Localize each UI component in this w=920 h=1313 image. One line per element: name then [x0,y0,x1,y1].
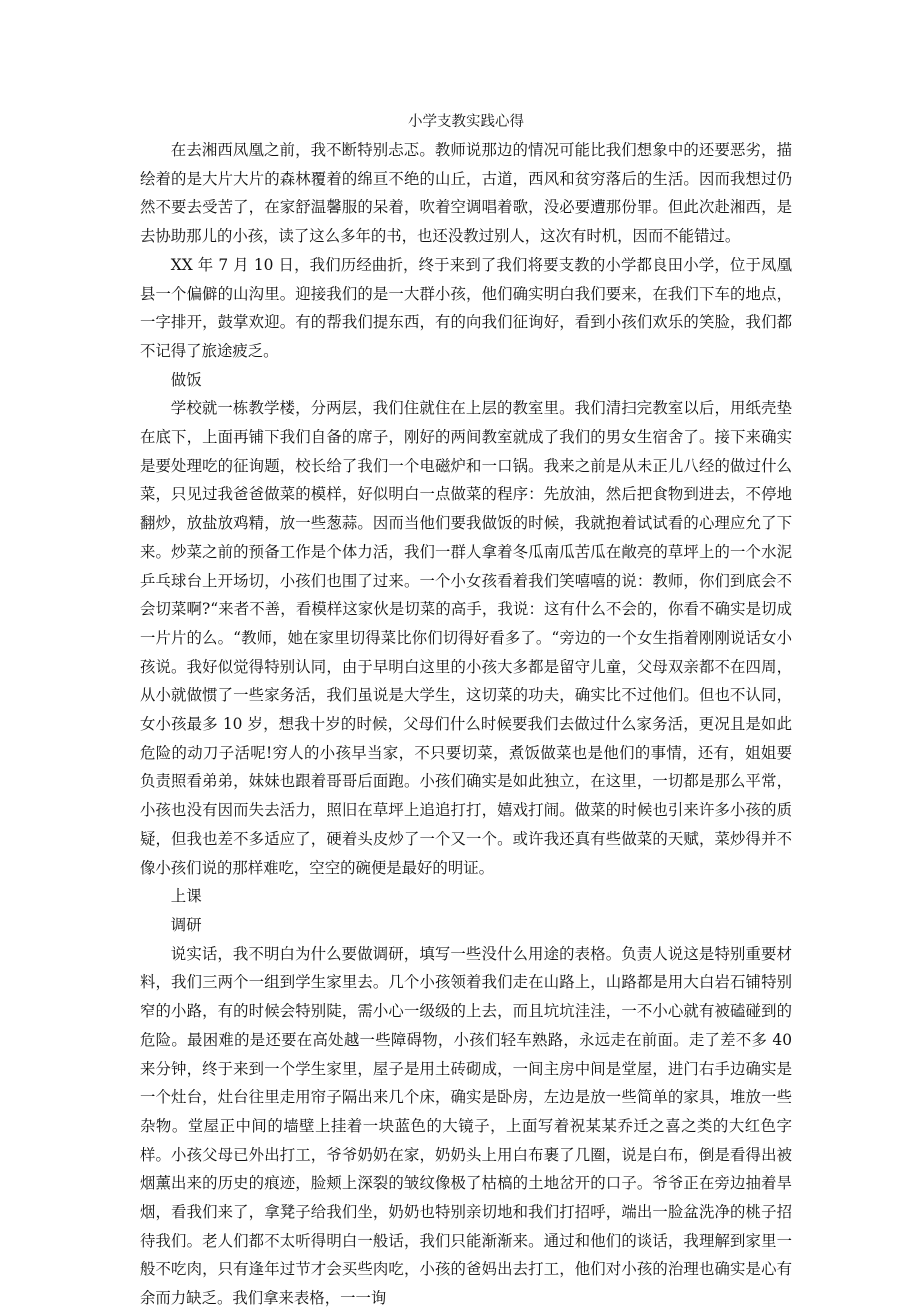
paragraph-arrival: XX 年 7 月 10 日，我们历经曲折，终于来到了我们将要支教的小学都良田小学，位于凤凰县一个偏僻的山沟里。迎接我们的是一大群小孩，他们确实明白我们要来，在我们下车的地点，一字排开，鼓掌欢迎。有的帮我们提东西，有的向我们征询好，看到小孩们欢乐的笑脸，我们都不记得了旅途疲乏。 [140,255,792,360]
document-title: 小学支教实践心得 [408,114,524,130]
paragraph-cooking: 学校就一栋教学楼，分两层，我们住就住在上层的教室里。我们清扫完教室以后，用纸壳垫在底下，上面再铺下我们自备的席子，刚好的两间教室就成了我们的男女生宿舍了。接下来确实是要处理吃的征询题，校长给了我们一个电磁炉和一口锅。我来之前是从未正儿八经的做过什么菜，只见过我爸爸做菜的模样，好似明白一点做菜的程序：先放油，然后把食物到进去，不停地翻炒，放盐放鸡精，放一些葱蒜。因而当他们要我做饭的时候，我就抱着试试看的心理应允了下来。炒菜之前的预备工作是个体力活，我们一群人拿着冬瓜南瓜苦瓜在敞亮的草坪上的一个水泥乒乓球台上开场切，小孩们也围了过来。一个小女孩看着我们笑嘻嘻的说：教师，你们到底会不会切菜啊?“来者不善，看模样这家伙是切菜的高手，我说：这有什么不会的，你看不确实是切成一片片的么。“教师，她在家里切得菜比你们切得好看多了。“旁边的一个女生指着刚刚说话女小孩说。我好似觉得特别认同，由于早明白这里的小孩大多都是留守儿童，父母双亲都不在四周，从小就做惯了一些家务活，我们虽说是大学生，这切菜的功夫，确实比不过他们。但也不认同，女小孩最多 10 岁，想我十岁的时候，父母们什么时候要我们去做过什么家务活，更况且是如此危险的动刀子活呢!穷人的小孩早当家，不只要切菜，煮饭做菜也是他们的事情，还有，姐姐要负责照看弟弟，妹妹也跟着哥哥后面跑。小孩们确实是如此独立，在这里，一切都是那么平常，小孩也没有因而失去活力，照旧在草坪上追追打打，嬉戏打闹。做菜的时候也引来许多小孩的质疑，但我也差不多适应了，硬着头皮炒了一个又一个。或许我还真有些做菜的天赋，菜炒得并不像小孩们说的那样难吃，空空的碗便是最好的明证。 [140,399,792,877]
section-heading-survey: 调研 [170,915,202,934]
section-heading-class: 上课 [170,887,202,906]
paragraph-intro: 在去湘西凤凰之前，我不断特别忐忑。教师说那边的情况可能比我们想象中的还要恶劣，描绘着的是大片大片的森林覆着的绵亘不绝的山丘，古道，西风和贫穷落后的生活。因而我想过仍然不要去受苦了，在家舒温馨服的呆着，吹着空调唱着歌，没必要遭那份罪。但此次赴湘西，是去协助那儿的小孩，读了这么多年的书，也还没教过别人，这次有时机，因而不能错过。 [140,141,792,246]
paragraph-survey: 说实话，我不明白为什么要做调研，填写一些没什么用途的表格。负责人说这是特别重要材料，我们三两个一组到学生家里去。几个小孩领着我们走在山路上，山路都是用大白岩石铺特别窄的小路，有的时候会特别陡，需小心一级级的上去，而且坑坑洼洼，一不小心就有被磕碰到的危险。最困难的是还要在高处越一些障碍物，小孩们轻车熟路，永远走在前面。走了差不多 40 来分钟，终于来到一个学生家里，屋子是用土砖砌成，一间主房中间是堂屋，进门右手边确实是一个灶台，灶台往里走用帘子隔出来几个床，确实是卧房，左边是放一些简单的家具，堆放一些杂物。堂屋正中间的墙壁上挂着一块蓝色的大镜子，上面写着祝某某乔迁之喜之类的大红色字样。小孩父母已外出打工，爷爷奶奶在家，奶奶头上用白布裹了几圈，说是白布，倒是看得出被烟薰出来的历史的痕迹，脸颊上深裂的皱纹像极了枯槁的土地岔开的口子。爷爷正在旁边抽着旱烟，看我们来了，拿凳子给我们坐，奶奶也特别亲切地和我们打招呼，端出一脸盆洗净的桃子招待我们。老人们都不太听得明白一般话，我们只能渐渐来。通过和他们的谈话，我理解到家里一般不吃肉，只有逢年过节才会买些肉吃，小孩的爸妈出去打工，他们对小孩的治理也确实是心有余而力缺乏。我们拿来表格，一一询 [140,944,792,1308]
section-heading-cooking: 做饭 [170,370,202,389]
document-page [140,112,792,1313]
